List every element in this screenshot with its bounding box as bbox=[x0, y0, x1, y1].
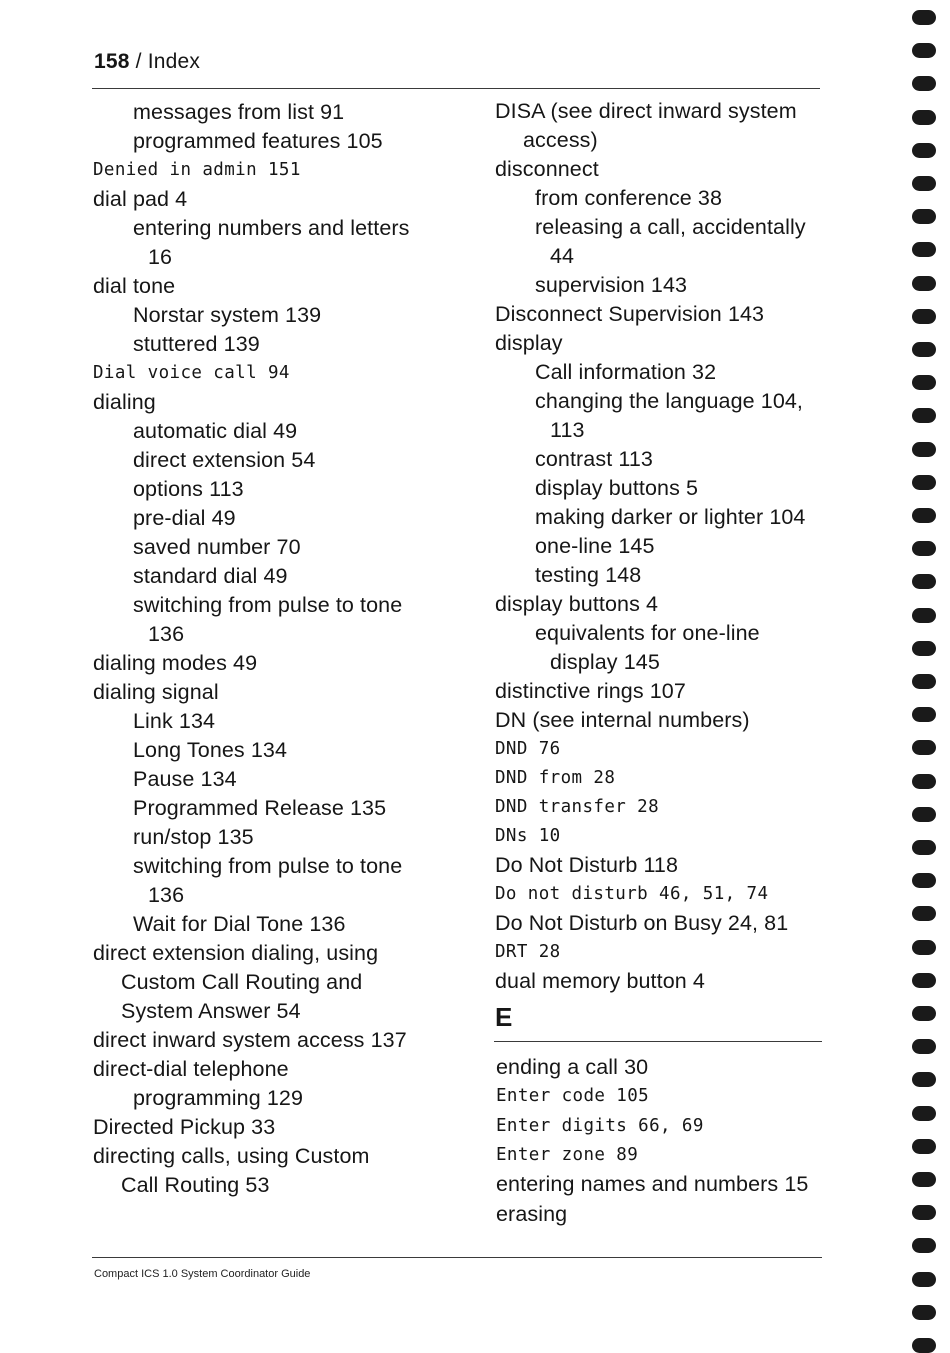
index-entry: Directed Pickup 33 bbox=[93, 1115, 276, 1139]
binding-ring bbox=[912, 840, 936, 855]
index-entry: entering names and numbers 15 bbox=[496, 1172, 809, 1197]
index-entry: standard dial 49 bbox=[133, 564, 288, 588]
index-entry: Custom Call Routing and bbox=[121, 970, 363, 994]
index-entry: saved number 70 bbox=[133, 535, 301, 559]
binding-ring bbox=[912, 442, 936, 457]
index-entry: changing the language 104, bbox=[535, 389, 804, 413]
page-header bbox=[94, 50, 200, 74]
index-entry: Enter code 105 bbox=[496, 1086, 650, 1107]
index-entry: Do not disturb 46, 51, 74 bbox=[495, 884, 769, 904]
binding-ring bbox=[912, 276, 936, 291]
index-entry: display 145 bbox=[550, 650, 660, 674]
binding-ring bbox=[912, 1106, 936, 1121]
index-entry: DRT 28 bbox=[495, 942, 561, 962]
index-entry: directing calls, using Custom bbox=[93, 1144, 370, 1168]
index-entry: 136 bbox=[148, 883, 185, 907]
index-entry: disconnect bbox=[495, 157, 599, 181]
index-entry: DND 76 bbox=[495, 739, 561, 759]
index-entry: from conference 38 bbox=[535, 186, 723, 210]
index-entry: Link 134 bbox=[133, 709, 216, 733]
index-entry: programming 129 bbox=[133, 1086, 304, 1110]
binding-ring bbox=[912, 774, 936, 789]
index-entry: Do Not Disturb 118 bbox=[495, 853, 679, 877]
index-entry: direct inward system access 137 bbox=[93, 1028, 407, 1052]
binding-ring bbox=[912, 1139, 936, 1154]
index-entry: Norstar system 139 bbox=[133, 303, 322, 327]
binding-ring bbox=[912, 1072, 936, 1087]
index-entry: dialing bbox=[93, 390, 156, 414]
index-entry: dialing modes 49 bbox=[93, 651, 258, 675]
index-entry: testing 148 bbox=[535, 563, 642, 587]
index-entry: System Answer 54 bbox=[121, 999, 301, 1023]
footer-rule bbox=[92, 1257, 822, 1258]
index-entry: making darker or lighter 104 bbox=[535, 505, 806, 529]
binding-ring bbox=[912, 475, 936, 490]
binding-ring bbox=[912, 375, 936, 390]
binding-ring bbox=[912, 10, 936, 25]
index-entry: options 113 bbox=[133, 477, 244, 501]
binding-ring bbox=[912, 707, 936, 722]
index-entry: run/stop 135 bbox=[133, 825, 254, 849]
binding-ring bbox=[912, 342, 936, 357]
spiral-binding bbox=[906, 0, 942, 1344]
index-entry: switching from pulse to tone bbox=[133, 593, 403, 617]
index-entry: Enter digits 66, 69 bbox=[496, 1115, 704, 1136]
binding-ring bbox=[912, 574, 936, 589]
index-entry: access) bbox=[523, 128, 598, 152]
index-entry: display bbox=[495, 331, 563, 355]
index-entry: Do Not Disturb on Busy 24, 81 bbox=[495, 911, 789, 935]
index-entry: entering numbers and letters bbox=[133, 216, 410, 240]
binding-ring bbox=[912, 641, 936, 656]
header-rule bbox=[92, 88, 820, 89]
binding-ring bbox=[912, 1205, 936, 1220]
binding-ring bbox=[912, 940, 936, 955]
index-entry: Pause 134 bbox=[133, 767, 237, 791]
index-entry: Call information 32 bbox=[535, 360, 717, 384]
index-entry: releasing a call, accidentally bbox=[535, 215, 806, 239]
index-entry: DN (see internal numbers) bbox=[495, 708, 750, 732]
index-entry: DISA (see direct inward system bbox=[495, 99, 797, 123]
binding-ring bbox=[912, 143, 936, 158]
binding-ring bbox=[912, 176, 936, 191]
binding-ring bbox=[912, 110, 936, 125]
index-entry: direct-dial telephone bbox=[93, 1057, 289, 1081]
binding-ring bbox=[912, 242, 936, 257]
index-entry: 16 bbox=[148, 245, 173, 269]
index-entry: Denied in admin 151 bbox=[93, 160, 301, 180]
index-entry: Call Routing 53 bbox=[121, 1173, 270, 1197]
index-entry: dialing signal bbox=[93, 680, 219, 704]
header-section: Index bbox=[147, 50, 201, 73]
binding-ring bbox=[912, 76, 936, 91]
binding-ring bbox=[912, 1338, 936, 1353]
binding-ring bbox=[912, 1006, 936, 1021]
index-entry: dial pad 4 bbox=[93, 187, 188, 211]
index-entry: 44 bbox=[550, 244, 575, 268]
binding-ring bbox=[912, 906, 936, 921]
index-entry: display buttons 5 bbox=[535, 476, 699, 500]
binding-ring bbox=[912, 873, 936, 888]
index-entry: one-line 145 bbox=[535, 534, 655, 558]
section-e-rule bbox=[494, 1041, 822, 1042]
index-entry: automatic dial 49 bbox=[133, 419, 298, 443]
index-entry: Programmed Release 135 bbox=[133, 796, 387, 820]
binding-ring bbox=[912, 1039, 936, 1054]
index-entry: Enter zone 89 bbox=[496, 1144, 639, 1165]
binding-ring bbox=[912, 541, 936, 556]
binding-ring bbox=[912, 807, 936, 822]
binding-ring bbox=[912, 740, 936, 755]
index-entry: distinctive rings 107 bbox=[495, 679, 686, 703]
index-entry: dial tone bbox=[93, 274, 176, 298]
binding-ring bbox=[912, 43, 936, 58]
index-entry: display buttons 4 bbox=[495, 592, 659, 616]
index-entry: Long Tones 134 bbox=[133, 738, 288, 762]
header-separator: / bbox=[129, 50, 148, 73]
index-entry: programmed features 105 bbox=[133, 129, 383, 153]
binding-ring bbox=[912, 309, 936, 324]
index-entry: messages from list 91 bbox=[133, 100, 345, 124]
index-entry: direct extension dialing, using bbox=[93, 941, 379, 965]
binding-ring bbox=[912, 408, 936, 423]
index-entry: DNs 10 bbox=[495, 826, 561, 846]
footer-text: Compact ICS 1.0 System Coordinator Guide bbox=[94, 1268, 311, 1280]
index-entry: Dial voice call 94 bbox=[93, 363, 290, 383]
binding-ring bbox=[912, 1272, 936, 1287]
binding-ring bbox=[912, 209, 936, 224]
index-entry: ending a call 30 bbox=[496, 1055, 649, 1079]
index-entry: switching from pulse to tone bbox=[133, 854, 403, 878]
index-entry: contrast 113 bbox=[535, 447, 653, 471]
binding-ring bbox=[912, 973, 936, 988]
index-entry: erasing bbox=[496, 1201, 568, 1226]
index-entry: DND transfer 28 bbox=[495, 797, 660, 817]
index-entry: dual memory button 4 bbox=[495, 969, 705, 993]
index-entry: Disconnect Supervision 143 bbox=[495, 302, 765, 326]
page-number: 158 bbox=[94, 50, 130, 73]
index-entry: 113 bbox=[550, 418, 585, 442]
binding-ring bbox=[912, 674, 936, 689]
index-entry: supervision 143 bbox=[535, 273, 688, 297]
index-entry: direct extension 54 bbox=[133, 448, 316, 472]
index-entry: stuttered 139 bbox=[133, 332, 260, 356]
index-entry: Wait for Dial Tone 136 bbox=[133, 912, 346, 936]
binding-ring bbox=[912, 1172, 936, 1187]
index-entry: DND from 28 bbox=[495, 768, 616, 788]
binding-ring bbox=[912, 508, 936, 523]
binding-ring bbox=[912, 608, 936, 623]
index-entry: 136 bbox=[148, 622, 185, 646]
index-entry: pre-dial 49 bbox=[133, 506, 236, 530]
binding-ring bbox=[912, 1305, 936, 1320]
index-entry: equivalents for one-line bbox=[535, 621, 760, 645]
binding-ring bbox=[912, 1238, 936, 1253]
section-letter-e: E bbox=[495, 1002, 513, 1032]
